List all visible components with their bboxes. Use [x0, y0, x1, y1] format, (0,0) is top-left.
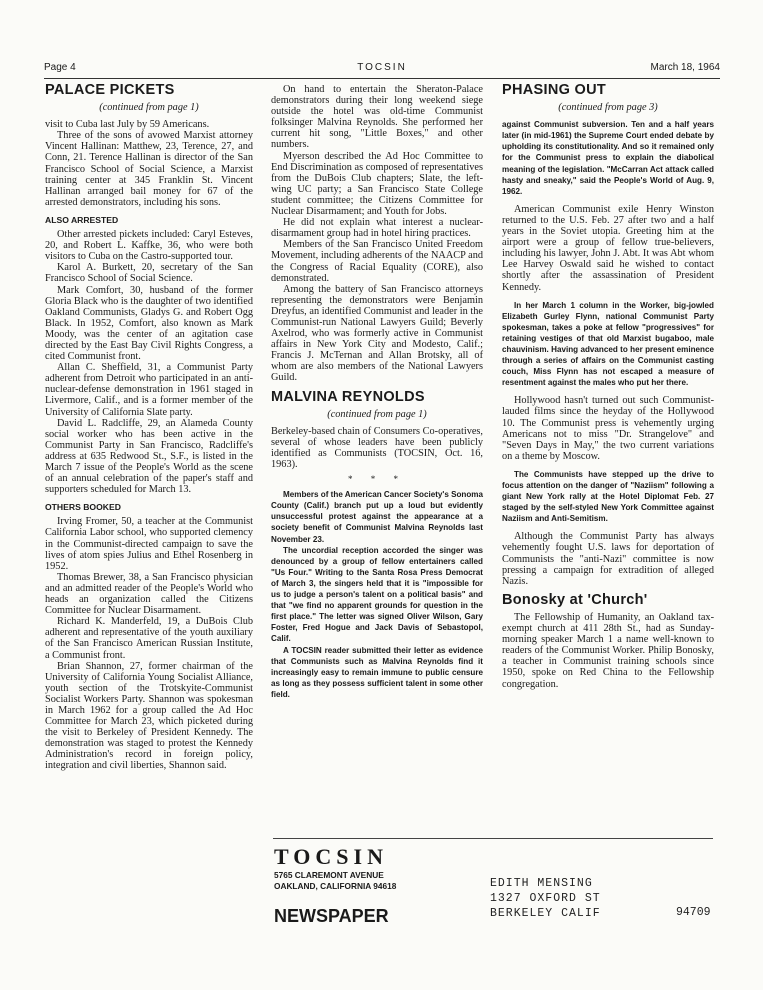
header-rule [44, 78, 720, 79]
addressee-zip: 94709 [676, 906, 711, 919]
mailer-title: TOCSIN [274, 844, 388, 869]
headline-palace-pickets: PALACE PICKETS [45, 82, 175, 98]
paragraph: He did not explain what interest a nuclear-disarmament group had in hotel hiring practices. [271, 217, 483, 240]
paragraph: Karol A. Burkett, 20, secretary of the San Francisco School of Social Science. [45, 262, 253, 285]
column-middle [271, 84, 483, 700]
mailer-class: NEWSPAPER [274, 906, 389, 926]
paragraph: Hollywood hasn't turned out such Communist-lauded films since the heyday of the Hollywood 10. The Communist press is vehemently urging Americans not to miss "Dr. Strangelove" and "Seven Days in May," the two current variations on a theme by Moscow. [502, 395, 714, 462]
paragraph: American Communist exile Henry Winston returned to the U.S. Feb. 27 after two and a half years in the Soviet utopia. Greeting him at the airport were a group of fellow true-believers, including his lawyer, John J. Abt. It was Abt whom Lee Harvey Oswald said he wished to contact shortly after the assassination of President Kennedy. [502, 203, 714, 293]
paragraph: Three of the sons of avowed Marxist attorney Vincent Hallinan: Matthew, 23, Terence, 27, and Conn, 21. Terence Hallinan is director of the San Francisco School of Social Science, a Marxist training center at 345 Franklin St. Vincent Hallinan arranged bail money for 67 of the arrested demonstrators, including his sons. [45, 130, 253, 208]
subhead-others-booked: OTHERS BOOKED [45, 502, 121, 513]
mailing-block [274, 844, 464, 927]
paragraph: visit to Cuba last July by 59 Americans. [45, 119, 210, 131]
paragraph: Mark Comfort, 30, husband of the former Gloria Black who is the daughter of two identified Oakland Communists, Gladys G. and Robert Ogg Black. In 1952, Comfort, also known as Mark Moody, was the center of an agitation case directed by the East Bay Civil Rights Congress, a cited Communist front. [45, 284, 253, 363]
paragraph: Although the Communist Party has always vehemently fought U.S. laws for deportation of Communists the "anti-Nazi" committee is now pressing a campaign for extradition of alleged Nazis. [502, 531, 714, 587]
paragraph: Thomas Brewer, 38, a San Francisco physician and an admitted reader of the People's World who heads an organization called the Citizens Committee for Nuclear Disarmament. [45, 571, 253, 617]
addressee-name: EDITH MENSING [490, 877, 593, 890]
paragraph: Among the battery of San Francisco attorneys representing the demonstrators were Benjamin Dreyfus, an identified Communist and leader in the Communist-run National Lawyers Guild; Beverly Axelrod, who was formerly active in Communist affairs in New York City and Modesto, Calif.; Francis J. McTernan and Allan Brotsky, all of whom are also members of the National Lawyers Guild. [271, 283, 483, 384]
address-label [490, 876, 601, 921]
paragraph: The Fellowship of Humanity, an Oakland tax-exempt church at 411 28th St., had as Sunday-morning speaker March 1 a name well-known to readers of the Communist Worker. Philip Bonosky, a teacher in Communist training schools since 1950, spoke on Red China to the Fellowship congregation. [502, 611, 714, 690]
subhead-also-arrested: ALSO ARRESTED [45, 214, 119, 225]
paragraph: Irving Fromer, 50, a teacher at the Communist California Labor school, who supported clemency in the Communist-directed campaign to save the lives of atom spies Julius and Ethel Rosenberg in 1952. [45, 516, 253, 572]
paragraph-bold: Members of the American Cancer Society's Sonoma County (Calif.) branch put up a loud but evidently unsuccessful protest against the appearance at a society benefit of Communist Malvina Reynolds last November 23. [271, 490, 483, 544]
paragraph: Myerson described the Ad Hoc Committee to End Discrimination as composed of representatives from the DuBois Club chapters; Slate, the left-wing UC party; a San Francisco State College student committee; the Citizens Committee for Nuclear Disarmament; and Youth for Jobs. [271, 150, 483, 218]
column-right [502, 84, 714, 690]
addressee-street: 1327 OXFORD ST [490, 892, 601, 905]
column-left [45, 84, 253, 772]
masthead: TOCSIN [357, 62, 407, 73]
addressee-city: BERKELEY CALIF [490, 907, 601, 920]
mailer-rule [273, 838, 713, 839]
paragraph-bold: The uncordial reception accorded the singer was denounced by a group of fellow entertainers called "Us Four." Writing to the Santa Rosa Press Democrat of March 3, the singers held that it is "impossible for us to judge a person's talent on a political basis" and that "we find no apparent grounds for question in the first place." The letter was signed Oliver Wilson, Gary Foster, Fred Hogue and Jack Davis of Sebastopol, Calif. [271, 545, 483, 644]
paragraph: David L. Radcliffe, 29, an Alameda County social worker who has been active in the Communist Party in San Francisco, Radcliffe's address at 635 Redwood St., S.F., is listed in the March 7 issue of the People's World as the scene of an annual celebration of the paper's staff and supporters scheduled for March 13. [45, 417, 253, 496]
paragraph: Brian Shannon, 27, former chairman of the University of California Young Socialist Alliance, youth section of the Trotskyite-Communist Socialist Workers Party. Shannon was spokesman in March 1962 for a group called the Ad Hoc Committee for March 23, which picketed during the visit to Berkeley of President Kennedy. The demonstration was staged to protest the Kennedy Administration's record in foreign policy, integration and civil liberties, Shannon said. [45, 660, 253, 772]
paragraph: On hand to entertain the Sheraton-Palace demonstrators during their long weekend siege outside the hotel was old-time Communist folksinger Malvina Reynolds. She performed her current hit song, "Little Boxes," and other numbers. [271, 84, 483, 151]
mailer-city: OAKLAND, CALIFORNIA 94618 [274, 881, 397, 891]
continuation-note: (continued from page 1) [99, 102, 199, 114]
continuation-note: (continued from page 3) [558, 102, 658, 114]
paragraph: Richard K. Manderfeld, 19, a DuBois Club adherent and representative of the youth auxiliary of the San Francisco American Russian Institute, a Communist front. [45, 616, 253, 661]
mailer-street: 5765 CLAREMONT AVENUE [274, 870, 384, 880]
paragraph: Members of the San Francisco United Freedom Movement, including adherents of the NAACP and the Congress of Racial Equality (CORE), also demonstrated. [271, 239, 483, 284]
issue-date: March 18, 1964 [650, 62, 720, 73]
paragraph-bold: The Communists have stepped up the drive to focus attention on the danger of "Naziism" following a giant New York rally at the Hotel Diplomat Feb. 27 staged by the self-styled New York Committee against Naziism and Anti-Semitism. [502, 469, 714, 524]
continuation-note: (continued from page 1) [327, 408, 427, 420]
section-separator: * * * [348, 474, 406, 485]
page-number: Page 4 [44, 62, 76, 73]
paragraph: Allan C. Sheffield, 31, a Communist Party adherent from Detroit who participated in an anti-nuclear-defense demonstration in 1961 staged in Livermore, Calif., and is a former member of the University of California Slate party. [45, 362, 253, 418]
paragraph: Berkeley-based chain of Consumers Co-operatives, several of whose leaders have been publicly identified as Communists (TOCSIN, Oct. 16, 1963). [271, 425, 483, 470]
paragraph-bold: against Communist subversion. Ten and a half years later (in mid-1961) the Supreme Court ended debate by upholding its constitutionality. And so it remained only for the Communist press to explain the diabolical meaning of the legislation. "McCarran Act attack called hasty and sneaky," said the People's World of Aug. 9, 1962. [502, 120, 714, 196]
headline-bonosky: Bonosky at 'Church' [502, 591, 648, 608]
headline-phasing-out: PHASING OUT [502, 82, 606, 98]
paragraph-bold: A TOCSIN reader submitted their letter as evidence that Communists such as Malvina Reynolds find it increasingly easy to remain immune to public censure as long as they possess sufficient talent in some other field. [271, 645, 483, 699]
paragraph: Other arrested pickets included: Caryl Esteves, 20, and Robert L. Kaffke, 36, who were both visitors to Cuba on the Castro-supported tour. [45, 229, 253, 263]
headline-malvina-reynolds: MALVINA REYNOLDS [271, 388, 425, 405]
paragraph-bold: In her March 1 column in the Worker, big-jowled Elizabeth Gurley Flynn, national Communist Party spokesman, takes a poke at fellow "progressives" for retaining vestiges of that old Marxist bugaboo, male chauvinism. Having advanced to her present eminence through a series of affairs on the Communist casting couch, Miss Flynn has not escaped a measure of resentment against the males who put her there. [502, 300, 714, 388]
